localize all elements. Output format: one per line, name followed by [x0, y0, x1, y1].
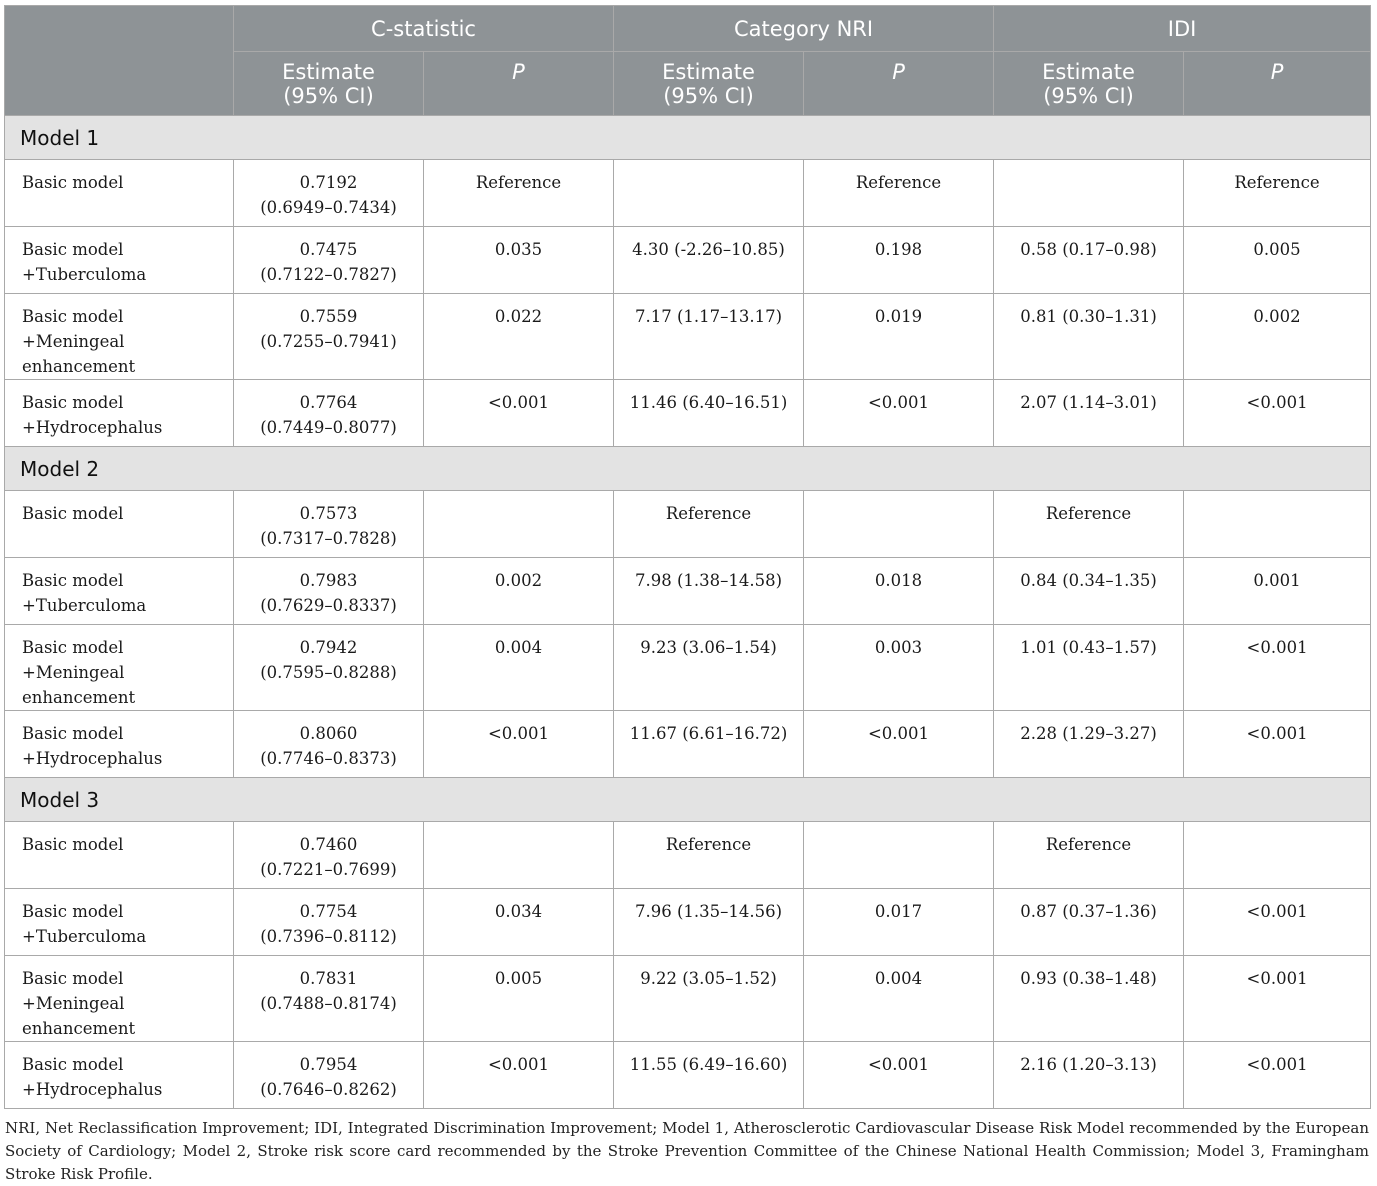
- row-label: Basic model: [5, 491, 234, 558]
- nri-estimate: 7.17 (1.17–13.17): [614, 294, 804, 380]
- row-label: Basic model +Hydrocephalus: [5, 380, 234, 447]
- c-statistic-estimate: 0.7573 (0.7317–0.7828): [234, 491, 424, 558]
- idi-p: [1184, 822, 1371, 889]
- idi-estimate: Reference: [994, 822, 1184, 889]
- nri-estimate: 11.46 (6.40–16.51): [614, 380, 804, 447]
- idi-p: 0.005: [1184, 227, 1371, 294]
- table-row: [5, 294, 1371, 380]
- idi-p: Reference: [1184, 160, 1371, 227]
- idi-estimate: [994, 160, 1184, 227]
- row-label: Basic model +Meningeal enhancement: [5, 625, 234, 711]
- nri-estimate: 4.30 (-2.26–10.85): [614, 227, 804, 294]
- c-statistic-estimate: 0.7764 (0.7449–0.8077): [234, 380, 424, 447]
- c-statistic-p: 0.034: [424, 889, 614, 956]
- nri-estimate: 11.55 (6.49–16.60): [614, 1042, 804, 1109]
- c-statistic-p: <0.001: [424, 380, 614, 447]
- subheader-c-p: P: [424, 52, 614, 116]
- c-statistic-estimate: 0.7754 (0.7396–0.8112): [234, 889, 424, 956]
- table-row: [5, 956, 1371, 1042]
- row-label: Basic model +Tuberculoma: [5, 227, 234, 294]
- nri-estimate: 9.22 (3.05–1.52): [614, 956, 804, 1042]
- nri-p: 0.018: [804, 558, 994, 625]
- row-label: Basic model +Meningeal enhancement: [5, 956, 234, 1042]
- c-statistic-p: 0.022: [424, 294, 614, 380]
- row-label: Basic model +Tuberculoma: [5, 558, 234, 625]
- c-statistic-estimate: 0.7942 (0.7595–0.8288): [234, 625, 424, 711]
- idi-estimate: 2.28 (1.29–3.27): [994, 711, 1184, 778]
- nri-estimate: Reference: [614, 491, 804, 558]
- section-title: Model 2: [5, 447, 1371, 491]
- nri-p: 0.003: [804, 625, 994, 711]
- table-body: [5, 116, 1371, 1109]
- subheader-nri-p: P: [804, 52, 994, 116]
- idi-p: <0.001: [1184, 956, 1371, 1042]
- row-label: Basic model +Tuberculoma: [5, 889, 234, 956]
- table-row: [5, 889, 1371, 956]
- row-label: Basic model: [5, 160, 234, 227]
- c-statistic-p: 0.035: [424, 227, 614, 294]
- row-label: Basic model +Meningeal enhancement: [5, 294, 234, 380]
- header-c-statistic: C-statistic: [234, 6, 614, 52]
- nri-p: <0.001: [804, 711, 994, 778]
- nri-estimate: 7.96 (1.35–14.56): [614, 889, 804, 956]
- header-category-nri: Category NRI: [614, 6, 994, 52]
- table-header: [5, 6, 1371, 116]
- idi-estimate: 0.81 (0.30–1.31): [994, 294, 1184, 380]
- idi-p: <0.001: [1184, 625, 1371, 711]
- nri-p: Reference: [804, 160, 994, 227]
- idi-estimate: Reference: [994, 491, 1184, 558]
- idi-p: <0.001: [1184, 1042, 1371, 1109]
- table-row: [5, 625, 1371, 711]
- c-statistic-p: 0.004: [424, 625, 614, 711]
- results-table: [4, 5, 1371, 1109]
- table-row: [5, 380, 1371, 447]
- idi-p: [1184, 491, 1371, 558]
- table-footnote: NRI, Net Reclassification Improvement; IDI, Integrated Discrimination Improvement; Model 1, Atherosclerotic Cardiovascular Disease Risk Model recommended by the European Society of Cardiology; Model 2, Stroke risk score card recommended by the Stroke Prevention Committee of the Chinese National Health Commission; Model 3, Framingham Stroke Risk Profile.: [5, 1119, 1369, 1183]
- section-row: [5, 116, 1371, 160]
- c-statistic-p: <0.001: [424, 1042, 614, 1109]
- row-label: Basic model +Hydrocephalus: [5, 1042, 234, 1109]
- c-statistic-estimate: 0.7192 (0.6949–0.7434): [234, 160, 424, 227]
- c-statistic-p: 0.005: [424, 956, 614, 1042]
- idi-p: <0.001: [1184, 711, 1371, 778]
- c-statistic-estimate: 0.7983 (0.7629–0.8337): [234, 558, 424, 625]
- idi-estimate: 0.84 (0.34–1.35): [994, 558, 1184, 625]
- c-statistic-p: Reference: [424, 160, 614, 227]
- table-row: [5, 822, 1371, 889]
- section-row: [5, 447, 1371, 491]
- idi-estimate: 0.58 (0.17–0.98): [994, 227, 1184, 294]
- nri-p: 0.198: [804, 227, 994, 294]
- idi-estimate: 0.93 (0.38–1.48): [994, 956, 1184, 1042]
- table-row: [5, 1042, 1371, 1109]
- c-statistic-p: 0.002: [424, 558, 614, 625]
- table-row: [5, 558, 1371, 625]
- idi-estimate: 2.07 (1.14–3.01): [994, 380, 1184, 447]
- idi-p: 0.002: [1184, 294, 1371, 380]
- document: [4, 5, 1371, 1186]
- nri-p: 0.019: [804, 294, 994, 380]
- c-statistic-estimate: 0.7460 (0.7221–0.7699): [234, 822, 424, 889]
- nri-p: [804, 491, 994, 558]
- c-statistic-p: [424, 491, 614, 558]
- nri-estimate: 9.23 (3.06–1.54): [614, 625, 804, 711]
- section-title: Model 3: [5, 778, 1371, 822]
- nri-estimate: 11.67 (6.61–16.72): [614, 711, 804, 778]
- nri-estimate: 7.98 (1.38–14.58): [614, 558, 804, 625]
- c-statistic-estimate: 0.7559 (0.7255–0.7941): [234, 294, 424, 380]
- idi-p: <0.001: [1184, 889, 1371, 956]
- nri-p: 0.004: [804, 956, 994, 1042]
- table-row: [5, 227, 1371, 294]
- subheader-idi-p: P: [1184, 52, 1371, 116]
- subheader-c-estimate: Estimate (95% CI): [234, 52, 424, 116]
- nri-estimate: Reference: [614, 822, 804, 889]
- idi-estimate: 1.01 (0.43–1.57): [994, 625, 1184, 711]
- nri-estimate: [614, 160, 804, 227]
- idi-estimate: 0.87 (0.37–1.36): [994, 889, 1184, 956]
- c-statistic-p: [424, 822, 614, 889]
- subheader-idi-estimate: Estimate (95% CI): [994, 52, 1184, 116]
- c-statistic-estimate: 0.8060 (0.7746–0.8373): [234, 711, 424, 778]
- header-blank-cell: [5, 6, 234, 116]
- c-statistic-p: <0.001: [424, 711, 614, 778]
- section-title: Model 1: [5, 116, 1371, 160]
- section-row: [5, 778, 1371, 822]
- idi-p: 0.001: [1184, 558, 1371, 625]
- nri-p: <0.001: [804, 380, 994, 447]
- header-idi: IDI: [994, 6, 1371, 52]
- table-row: [5, 160, 1371, 227]
- row-label: Basic model: [5, 822, 234, 889]
- table-row: [5, 491, 1371, 558]
- row-label: Basic model +Hydrocephalus: [5, 711, 234, 778]
- subheader-nri-estimate: Estimate (95% CI): [614, 52, 804, 116]
- c-statistic-estimate: 0.7954 (0.7646–0.8262): [234, 1042, 424, 1109]
- table-row: [5, 711, 1371, 778]
- idi-p: <0.001: [1184, 380, 1371, 447]
- c-statistic-estimate: 0.7831 (0.7488–0.8174): [234, 956, 424, 1042]
- idi-estimate: 2.16 (1.20–3.13): [994, 1042, 1184, 1109]
- nri-p: 0.017: [804, 889, 994, 956]
- c-statistic-estimate: 0.7475 (0.7122–0.7827): [234, 227, 424, 294]
- nri-p: <0.001: [804, 1042, 994, 1109]
- nri-p: [804, 822, 994, 889]
